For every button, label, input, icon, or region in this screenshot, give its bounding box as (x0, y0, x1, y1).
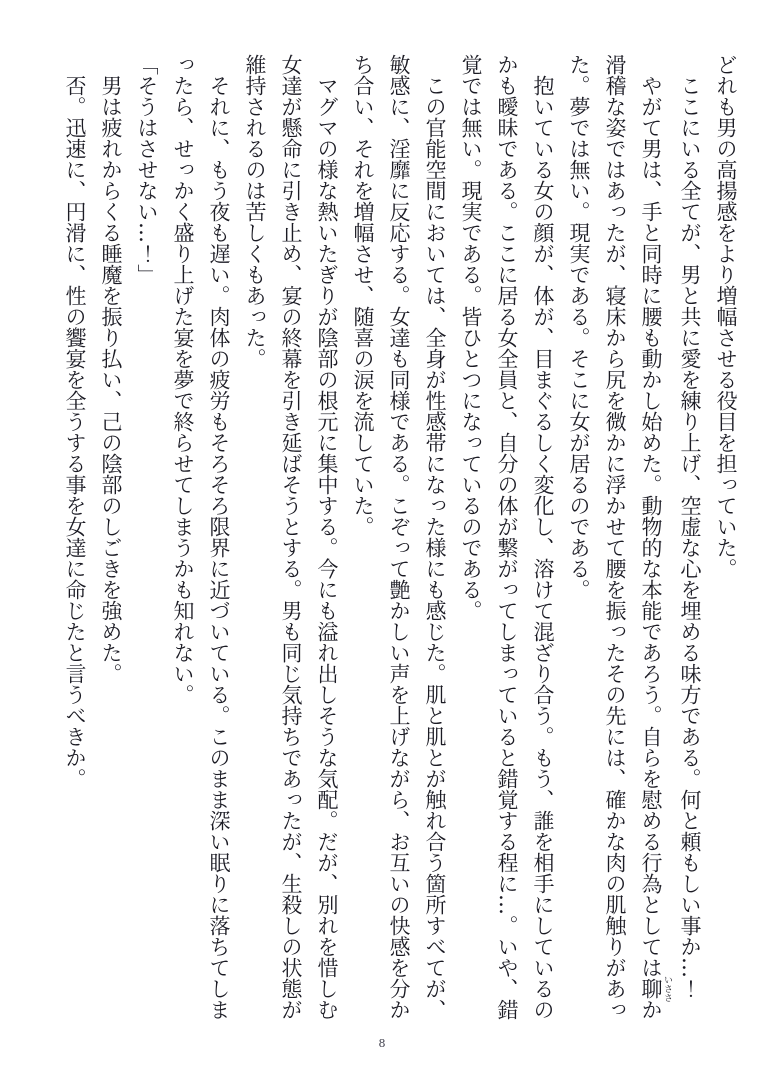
paragraph: マグマの様な熱いたぎりが陰部の根元に集中する。今にも溢れ出しそうな気配。だが、別れを惜しむ女達が懸命に引き止め、宴の終幕を引き延ばそうとする。男も同じ気持ちであったが、生殺しの状態が維持されるのは苦しくもあった。 (243, 54, 339, 1020)
paragraph: ここにいる全てが、男と共に愛を練り上げ、空虚な心を埋める味方である。何と頼もしい事か…！ (678, 75, 702, 999)
furigana-annotated-kanji: 聊 いささ (639, 975, 672, 1002)
furigana-text: いささ (662, 975, 672, 1002)
paragraph: この官能空間においては、全身が性感帯になった様にも感じた。肌と肌とが触れ合う箇所すべてが、敏感に、淫靡に反応する。女達も同様である。こぞって艶かしい声を上げながら、お互いの快感を分かち合い、それを増幅させ、随喜の涙を流していた。 (351, 54, 447, 1020)
paragraph: 「そうはさせない…！」 (135, 54, 159, 285)
paragraph: 抱いている女の顔が、体が、目まぐるしく変化し、溶けて混ざり合う。もう、誰を相手にしているのかも曖昧である。ここに居る女全員と、自分の体が繋がってしまっていると錯覚する程に…。いや、錯覚では無い。現実である。皆ひとつになっているのである。 (459, 54, 555, 1020)
paragraph: どれも男の高揚感をより増幅させる役目を担っていた。 (714, 54, 738, 579)
paragraph: 否。迅速に、円滑に、性の饗宴を全うする事を女達に命じたと言うべきか。 (63, 75, 87, 789)
paragraph: やがて男は、手と同時に腰も動かし始めた。動物的な本能であろう。自らを慰める行為としては聊 いささか滑稽な姿ではあったが、寝床から尻を微かに浮かせて腰を振ったその先には、確かな肉の肌触りがあった。夢では無い。現実である。そこに女が居るのである。 (567, 54, 672, 1020)
page-number: 8 (378, 1037, 386, 1050)
paragraph: それに、もう夜も遅い。肉体の疲労もそろそろ限界に近づいている。このまま深い眠りに落ちてしまったら、せっかく盛り上げた宴を夢で終らせてしまうかも知れない。 (171, 54, 231, 1020)
paragraph: 男は疲れからくる睡魔を振り払い、己の陰部のしごきを強めた。 (99, 75, 123, 684)
page-text (57, 54, 744, 1024)
